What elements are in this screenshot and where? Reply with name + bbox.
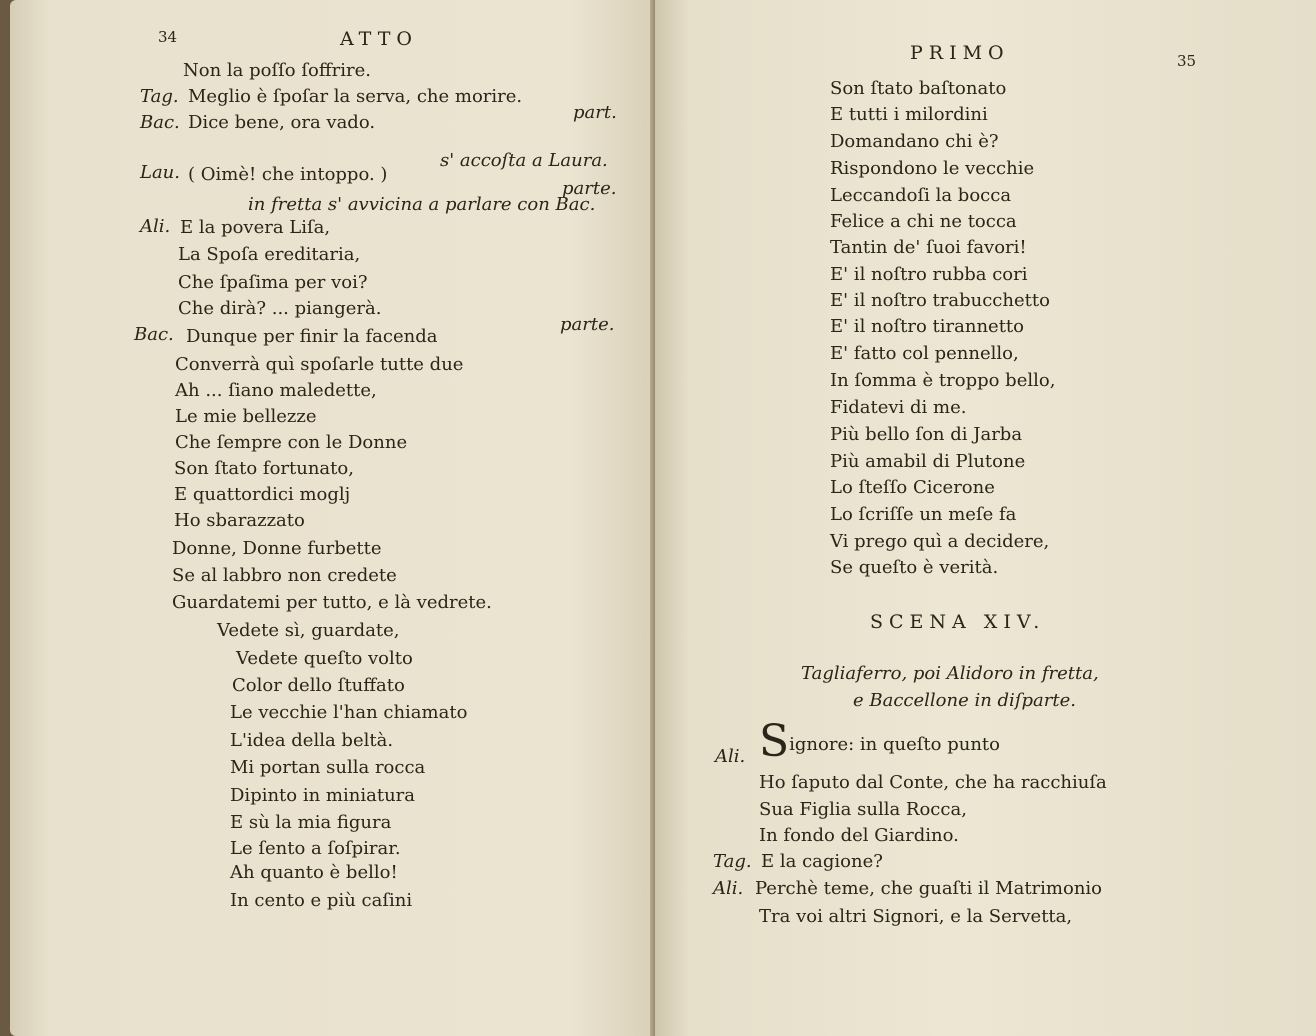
verse-line: E quattordici moglj — [174, 484, 351, 505]
verse-line: Ho sbarazzato — [174, 510, 305, 531]
verse-line: Più amabil di Plutone — [830, 451, 1026, 472]
speaker-label: Ali. — [715, 746, 746, 767]
verse-line: Più bello ſon di Jarba — [830, 424, 1023, 445]
verse-line: Guardatemi per tutto, e là vedrete. — [172, 592, 492, 613]
stage-direction: parte. — [562, 178, 617, 199]
right-page — [655, 0, 1316, 1036]
scene-title: SCENA XIV. — [870, 611, 1046, 633]
verse-line: ( Oimè! che intoppo. ) — [188, 164, 388, 185]
stage-direction: Tagliaferro, poi Alidoro in fretta, — [801, 663, 1099, 684]
verse-line: E sù la mia figura — [230, 812, 392, 833]
speaker-label: Lau. — [140, 162, 180, 183]
stage-direction: in fretta s' avvicina a parlare con Bac. — [248, 194, 596, 215]
dialogue-line: Perchè teme, che guaſti il Matrimonio — [755, 878, 1103, 899]
verse-line: Ah quanto è bello! — [230, 862, 398, 883]
verse-line: E tutti i milordini — [830, 104, 988, 125]
verse-line: Che dirà? ... piangerà. — [178, 298, 382, 319]
verse-line: Vedete sì, guardate, — [217, 620, 400, 641]
verse-line: E' fatto col pennello, — [830, 343, 1019, 364]
verse-line: Lo ſteſſo Cicerone — [830, 477, 995, 498]
verse-line: Vi prego quì a decidere, — [830, 531, 1050, 552]
drop-cap: S — [759, 716, 790, 767]
verse-line: Non la poſſo ſoffrire. — [183, 60, 371, 81]
verse-line: Rispondono le vecchie — [830, 158, 1035, 179]
stage-direction: e Baccellone in diſparte. — [853, 690, 1076, 711]
verse-line: Donne, Donne furbette — [172, 538, 382, 559]
verse-line: Che ſempre con le Donne — [175, 432, 408, 453]
verse-line: Mi portan sulla rocca — [230, 757, 426, 778]
dialogue-line: Sua Figlia sulla Rocca, — [759, 799, 967, 820]
verse-line: Ah ... ſiano maledette, — [175, 380, 377, 401]
verse-line: Meglio è ſpoſar la serva, che morire. — [188, 86, 523, 107]
verse-line: Leccandoſi la bocca — [830, 185, 1012, 206]
dialogue-line: E la cagione? — [761, 851, 883, 872]
verse-line: Vedete queſto volto — [236, 648, 413, 669]
verse-line: Fidatevi di me. — [830, 397, 967, 418]
dialogue-line: In fondo del Giardino. — [759, 825, 959, 846]
verse-line: Dice bene, ora vado. — [188, 112, 376, 133]
stage-direction: part. — [573, 102, 617, 123]
speaker-label: Tag. — [713, 851, 752, 872]
verse-line: L'idea della beltà. — [230, 730, 394, 751]
speaker-label: Tag. — [140, 86, 179, 107]
verse-line: Le mie bellezze — [175, 406, 317, 427]
speaker-label: Ali. — [713, 878, 744, 899]
stage-direction: s' accoſta a Laura. — [440, 150, 608, 171]
verse-line: Le vecchie l'han chiamato — [230, 702, 468, 723]
verse-line: Son ſtato baſtonato — [830, 78, 1007, 99]
stage-direction: parte. — [560, 314, 615, 335]
verse-line: Son ſtato fortunato, — [174, 458, 354, 479]
dialogue-text: ignore: in queſto punto — [789, 734, 1000, 755]
verse-line: Se queſto è verità. — [830, 557, 999, 578]
running-header: ATTO — [340, 28, 418, 50]
page-number: 35 — [1177, 52, 1197, 70]
verse-line: Tantin de' ſuoi favori! — [830, 237, 1027, 258]
dialogue-line: Tra voi altri Signori, e la Servetta, — [759, 906, 1073, 927]
left-page — [10, 0, 655, 1036]
verse-line: Dipinto in miniatura — [230, 785, 415, 806]
verse-line: In cento e più caſini — [230, 890, 413, 911]
dialogue-line: Ho ſaputo dal Conte, che ha racchiuſa — [759, 772, 1107, 793]
verse-line: La Spoſa ereditaria, — [178, 244, 361, 265]
verse-line: Converrà quì spoſarle tutte due — [175, 354, 464, 375]
speaker-label: Bac. — [140, 112, 180, 133]
verse-line: Se al labbro non credete — [172, 565, 397, 586]
running-header: PRIMO — [910, 42, 1010, 64]
verse-line: Le ſento a ſoſpirar. — [230, 838, 401, 859]
verse-line: Dunque per finir la facenda — [186, 326, 438, 347]
verse-line: Domandano chi è? — [830, 131, 999, 152]
verse-line: Che ſpaſima per voi? — [178, 272, 368, 293]
dialogue-line — [759, 716, 1000, 767]
verse-line: Felice a chi ne tocca — [830, 211, 1017, 232]
verse-line: E' il noſtro rubba cori — [830, 264, 1028, 285]
verse-line: E' il noſtro tirannetto — [830, 316, 1025, 337]
speaker-label: Ali. — [140, 216, 171, 237]
verse-line: Lo ſcriſſe un meſe fa — [830, 504, 1017, 525]
verse-line: Color dello ſtuffato — [232, 675, 405, 696]
verse-line: E' il noſtro trabucchetto — [830, 290, 1050, 311]
verse-line: In ſomma è troppo bello, — [830, 370, 1056, 391]
speaker-label: Bac. — [134, 324, 174, 345]
verse-line: E la povera Liſa, — [180, 217, 331, 238]
page-number: 34 — [158, 28, 178, 46]
